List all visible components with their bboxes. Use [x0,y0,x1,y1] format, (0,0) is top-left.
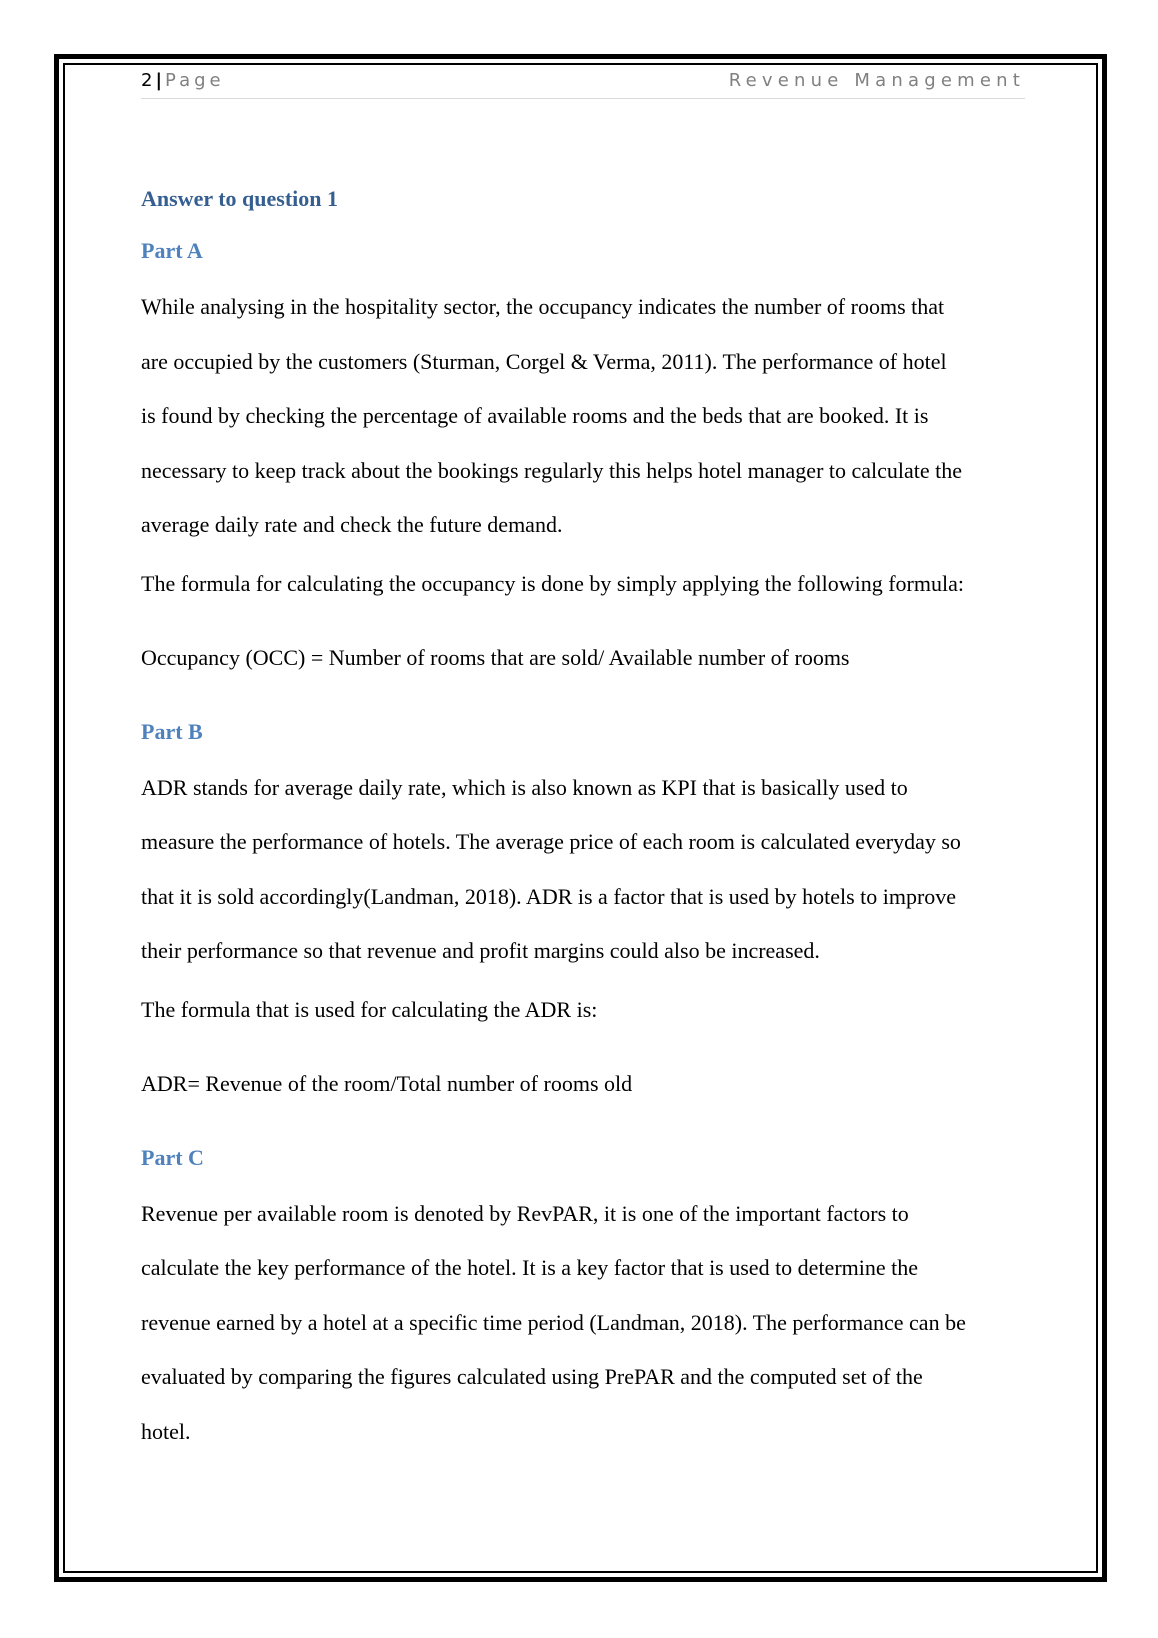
part-b-line: that it is sold accordingly(Landman, 2018). ADR is a factor that is used by hotels to improve [141,883,957,909]
part-a-formula: Occupancy (OCC) = Number of rooms that are sold/ Available number of rooms [141,644,850,670]
part-a-line: are occupied by the customers (Sturman, Corgel & Verma, 2011). The performance of hotel [141,348,947,374]
part-b-line: ADR stands for average daily rate, which is also known as KPI that is basically used to [141,774,908,800]
part-b-heading: Part B [141,718,203,744]
part-c-line: hotel. [141,1418,191,1444]
part-b-formula: ADR= Revenue of the room/Total number of rooms old [141,1070,633,1096]
part-c-paragraph [141,1187,1031,1460]
header-separator: | [155,70,163,91]
page-number: 2 [141,70,153,91]
part-a-paragraph [141,280,1031,553]
part-c-line: Revenue per available room is denoted by RevPAR, it is one of the important factors to [141,1200,909,1226]
part-a-line: average daily rate and check the future demand. [141,512,563,537]
part-b-line: their performance so that revenue and profit margins could also be increased. [141,938,820,963]
header-title: Revenue Management [728,70,1025,91]
part-a-line: necessary to keep track about the bookings regularly this helps hotel manager to calculate the [141,457,963,483]
part-c-line: revenue earned by a hotel at a specific time period (Landman, 2018). The performance can be [141,1309,966,1335]
part-a-heading: Part A [141,238,203,263]
part-c-line: calculate the key performance of the hotel. It is a key factor that is used to determine the [141,1255,919,1280]
part-c-line: evaluated by comparing the figures calculated using PrePAR and the computed set of the [141,1364,923,1389]
part-a-formula-intro: The formula for calculating the occupancy is done by simply applying the following formula: [141,570,964,596]
page-header [141,68,1025,99]
page-number-label [141,70,225,91]
page-word: Page [165,70,225,91]
part-a-line: While analysing in the hospitality sector, the occupancy indicates the number of rooms that [141,294,945,319]
part-a-line: is found by checking the percentage of available rooms and the beds that are booked. It is [141,403,929,428]
part-b-formula-intro: The formula that is used for calculating the ADR is: [141,996,598,1022]
document-body [141,184,1031,1459]
part-c-heading: Part C [141,1144,204,1170]
part-b-paragraph [141,761,1031,979]
main-heading: Answer to question 1 [141,186,339,211]
part-b-line: measure the performance of hotels. The average price of each room is calculated everyday so [141,829,961,854]
